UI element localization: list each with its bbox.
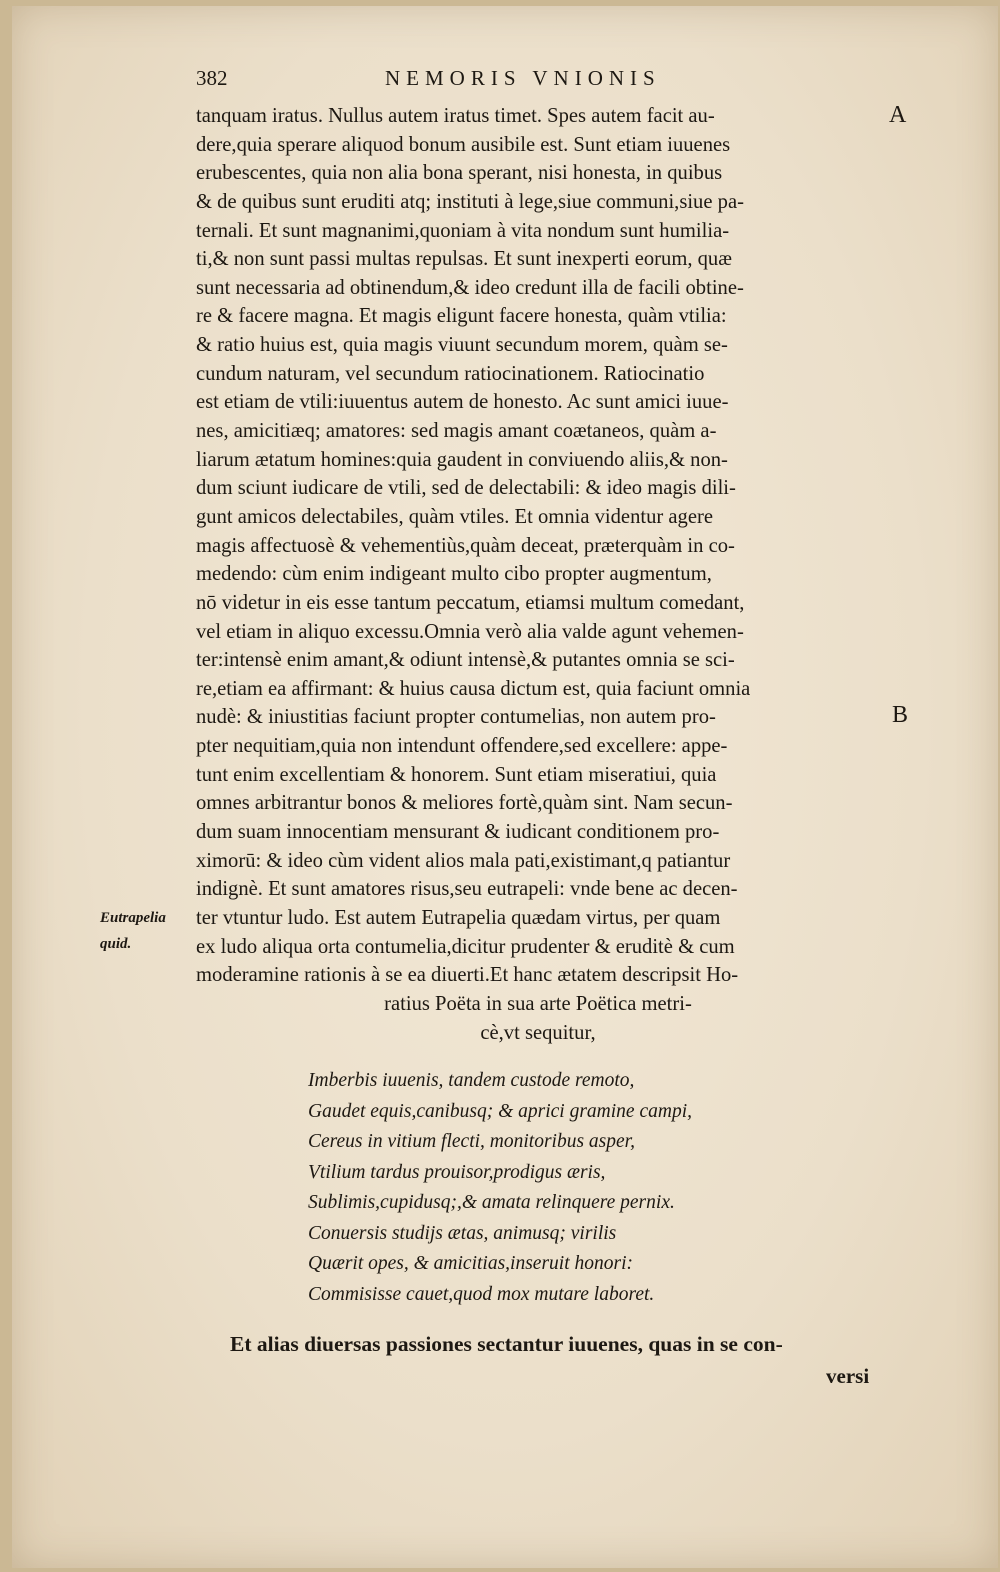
text-line: medendo: cùm enim indigeant multo cibo propter augmentum, bbox=[196, 563, 712, 586]
running-title: NEMORIS VNIONIS bbox=[385, 66, 661, 90]
main-text-block bbox=[196, 102, 880, 1047]
verse-line: Sublimis,cupidusq;,& amata relinquere pernix. bbox=[308, 1192, 675, 1213]
verse-line: Commisisse cauet,quod mox mutare laboret. bbox=[308, 1283, 655, 1305]
verse-line: Cereus in vitium flecti, monitoribus asper, bbox=[308, 1131, 635, 1152]
text-line: tanquam iratus. Nullus autem iratus timet. Spes autem facit au- bbox=[196, 105, 715, 127]
margin-letter-b: B bbox=[892, 702, 909, 728]
text-line: ternali. Et sunt magnanimi,quoniam à vita nondum sunt humilia- bbox=[196, 219, 730, 242]
centered-text-line: cè,vt sequitur, bbox=[480, 1021, 596, 1044]
verse-line: Vtilium tardus prouisor,prodigus æris, bbox=[308, 1161, 606, 1183]
verse-quotation bbox=[308, 1066, 788, 1310]
marginal-note-line: Eutrapelia bbox=[100, 910, 166, 926]
closing-line: Et alias diuersas passiones sectantur iuuenes, quas in se con- bbox=[230, 1332, 783, 1356]
text-line: ximorū: & ideo cùm vident alios mala pati,existimant,q patiantur bbox=[196, 849, 731, 872]
text-line: magis affectuosè & vehementiùs,quàm deceat, prӕterquàm in co- bbox=[196, 534, 735, 557]
text-line: moderamine rationis à se ea diuerti.Et hanc ætatem descripsit Ho- bbox=[196, 964, 739, 987]
text-line: indignè. Et sunt amatores risus,seu eutrapeli: vnde bene ac decen- bbox=[196, 878, 738, 901]
text-line: gunt amicos delectabiles, quàm vtiles. Et omnia videntur agere bbox=[196, 505, 713, 528]
text-line: tunt enim excellentiam & honorem. Sunt etiam miseratiui, quia bbox=[196, 763, 717, 786]
verse-line: Imberbis iuuenis, tandem custode remoto, bbox=[308, 1070, 635, 1091]
text-line: omnes arbitrantur bonos & meliores fortè,quàm sint. Nam secun- bbox=[196, 792, 733, 815]
text-line: re,etiam ea affirmant: & huius causa dictum est, quia faciunt omnia bbox=[196, 677, 751, 700]
text-line: est etiam de vtili:iuuentus autem de honesto. Ac sunt amici iuue- bbox=[196, 391, 729, 414]
text-line: ter vtuntur ludo. Est autem Eutrapelia quædam virtus, per quam bbox=[196, 906, 721, 929]
text-line: dere,quia sperare aliquod bonum ausibile est. Sunt etiam iuuenes bbox=[196, 133, 731, 156]
text-line: & de quibus sunt eruditi atq; instituti à lege,siue communi,siue pa- bbox=[196, 190, 744, 213]
verse-line: Gaudet equis,canibusq; & aprici gramine campi, bbox=[308, 1100, 692, 1122]
page-number: 382 bbox=[196, 66, 228, 90]
text-line: dum suam innocentiam mensurant & iudicant conditionem pro- bbox=[196, 821, 720, 844]
page-header bbox=[0, 66, 1000, 96]
text-line: dum sciunt iudicare de vtili, sed de delectabili: & ideo magis dili- bbox=[196, 477, 736, 500]
text-line: nō videtur in eis esse tantum peccatum, etiamsi multum comedant, bbox=[196, 591, 745, 614]
margin-letter-a: A bbox=[889, 102, 907, 128]
catchword: versi bbox=[826, 1364, 870, 1388]
marginal-note-line: quid. bbox=[100, 936, 132, 952]
text-line: erubescentes, quia non alia bona sperant, nisi honesta, in quibus bbox=[196, 162, 723, 185]
text-line: ti,& non sunt passi multas repulsas. Et sunt inexperti eorum, quæ bbox=[196, 248, 732, 271]
text-line: & ratio huius est, quia magis viuunt secundum morem, quàm se- bbox=[196, 334, 728, 357]
text-line: vel etiam in aliquo excessu.Omnia verò alia valde agunt vehemen- bbox=[196, 620, 744, 643]
verse-line: Conuersis studijs ætas, animusq; virilis bbox=[308, 1222, 617, 1244]
text-line: ex ludo aliqua orta contumelia,dicitur prudenter & eruditè & cum bbox=[196, 935, 735, 958]
text-line: nudè: & iniustitias faciunt propter contumelias, non autem pro- bbox=[196, 706, 716, 729]
text-line: cundum naturam, vel secundum ratiocinationem. Ratiocinatio bbox=[196, 362, 705, 385]
text-line: re & facere magna. Et magis eligunt facere honesta, quàm vtilia: bbox=[196, 305, 727, 328]
text-line: sunt necessaria ad obtinendum,& ideo credunt illa de facili obtine- bbox=[196, 276, 744, 299]
verse-line: Quærit opes, & amicitias,inseruit honori: bbox=[308, 1253, 634, 1274]
marginal-note bbox=[100, 905, 180, 957]
text-line: liarum ætatum homines:quia gaudent in conviuendo aliis,& non- bbox=[196, 448, 728, 471]
text-line: nes, amicitiæq; amatores: sed magis amant coætaneos, quàm a- bbox=[196, 420, 717, 443]
centered-text-line: ratius Poëta in sua arte Poëtica metri- bbox=[384, 992, 692, 1015]
text-line: ter:intensè enim amant,& odiunt intensè,& putantes omnia se sci- bbox=[196, 649, 735, 672]
text-line: pter nequitiam,quia non intendunt offendere,sed excellere: appe- bbox=[196, 735, 728, 758]
